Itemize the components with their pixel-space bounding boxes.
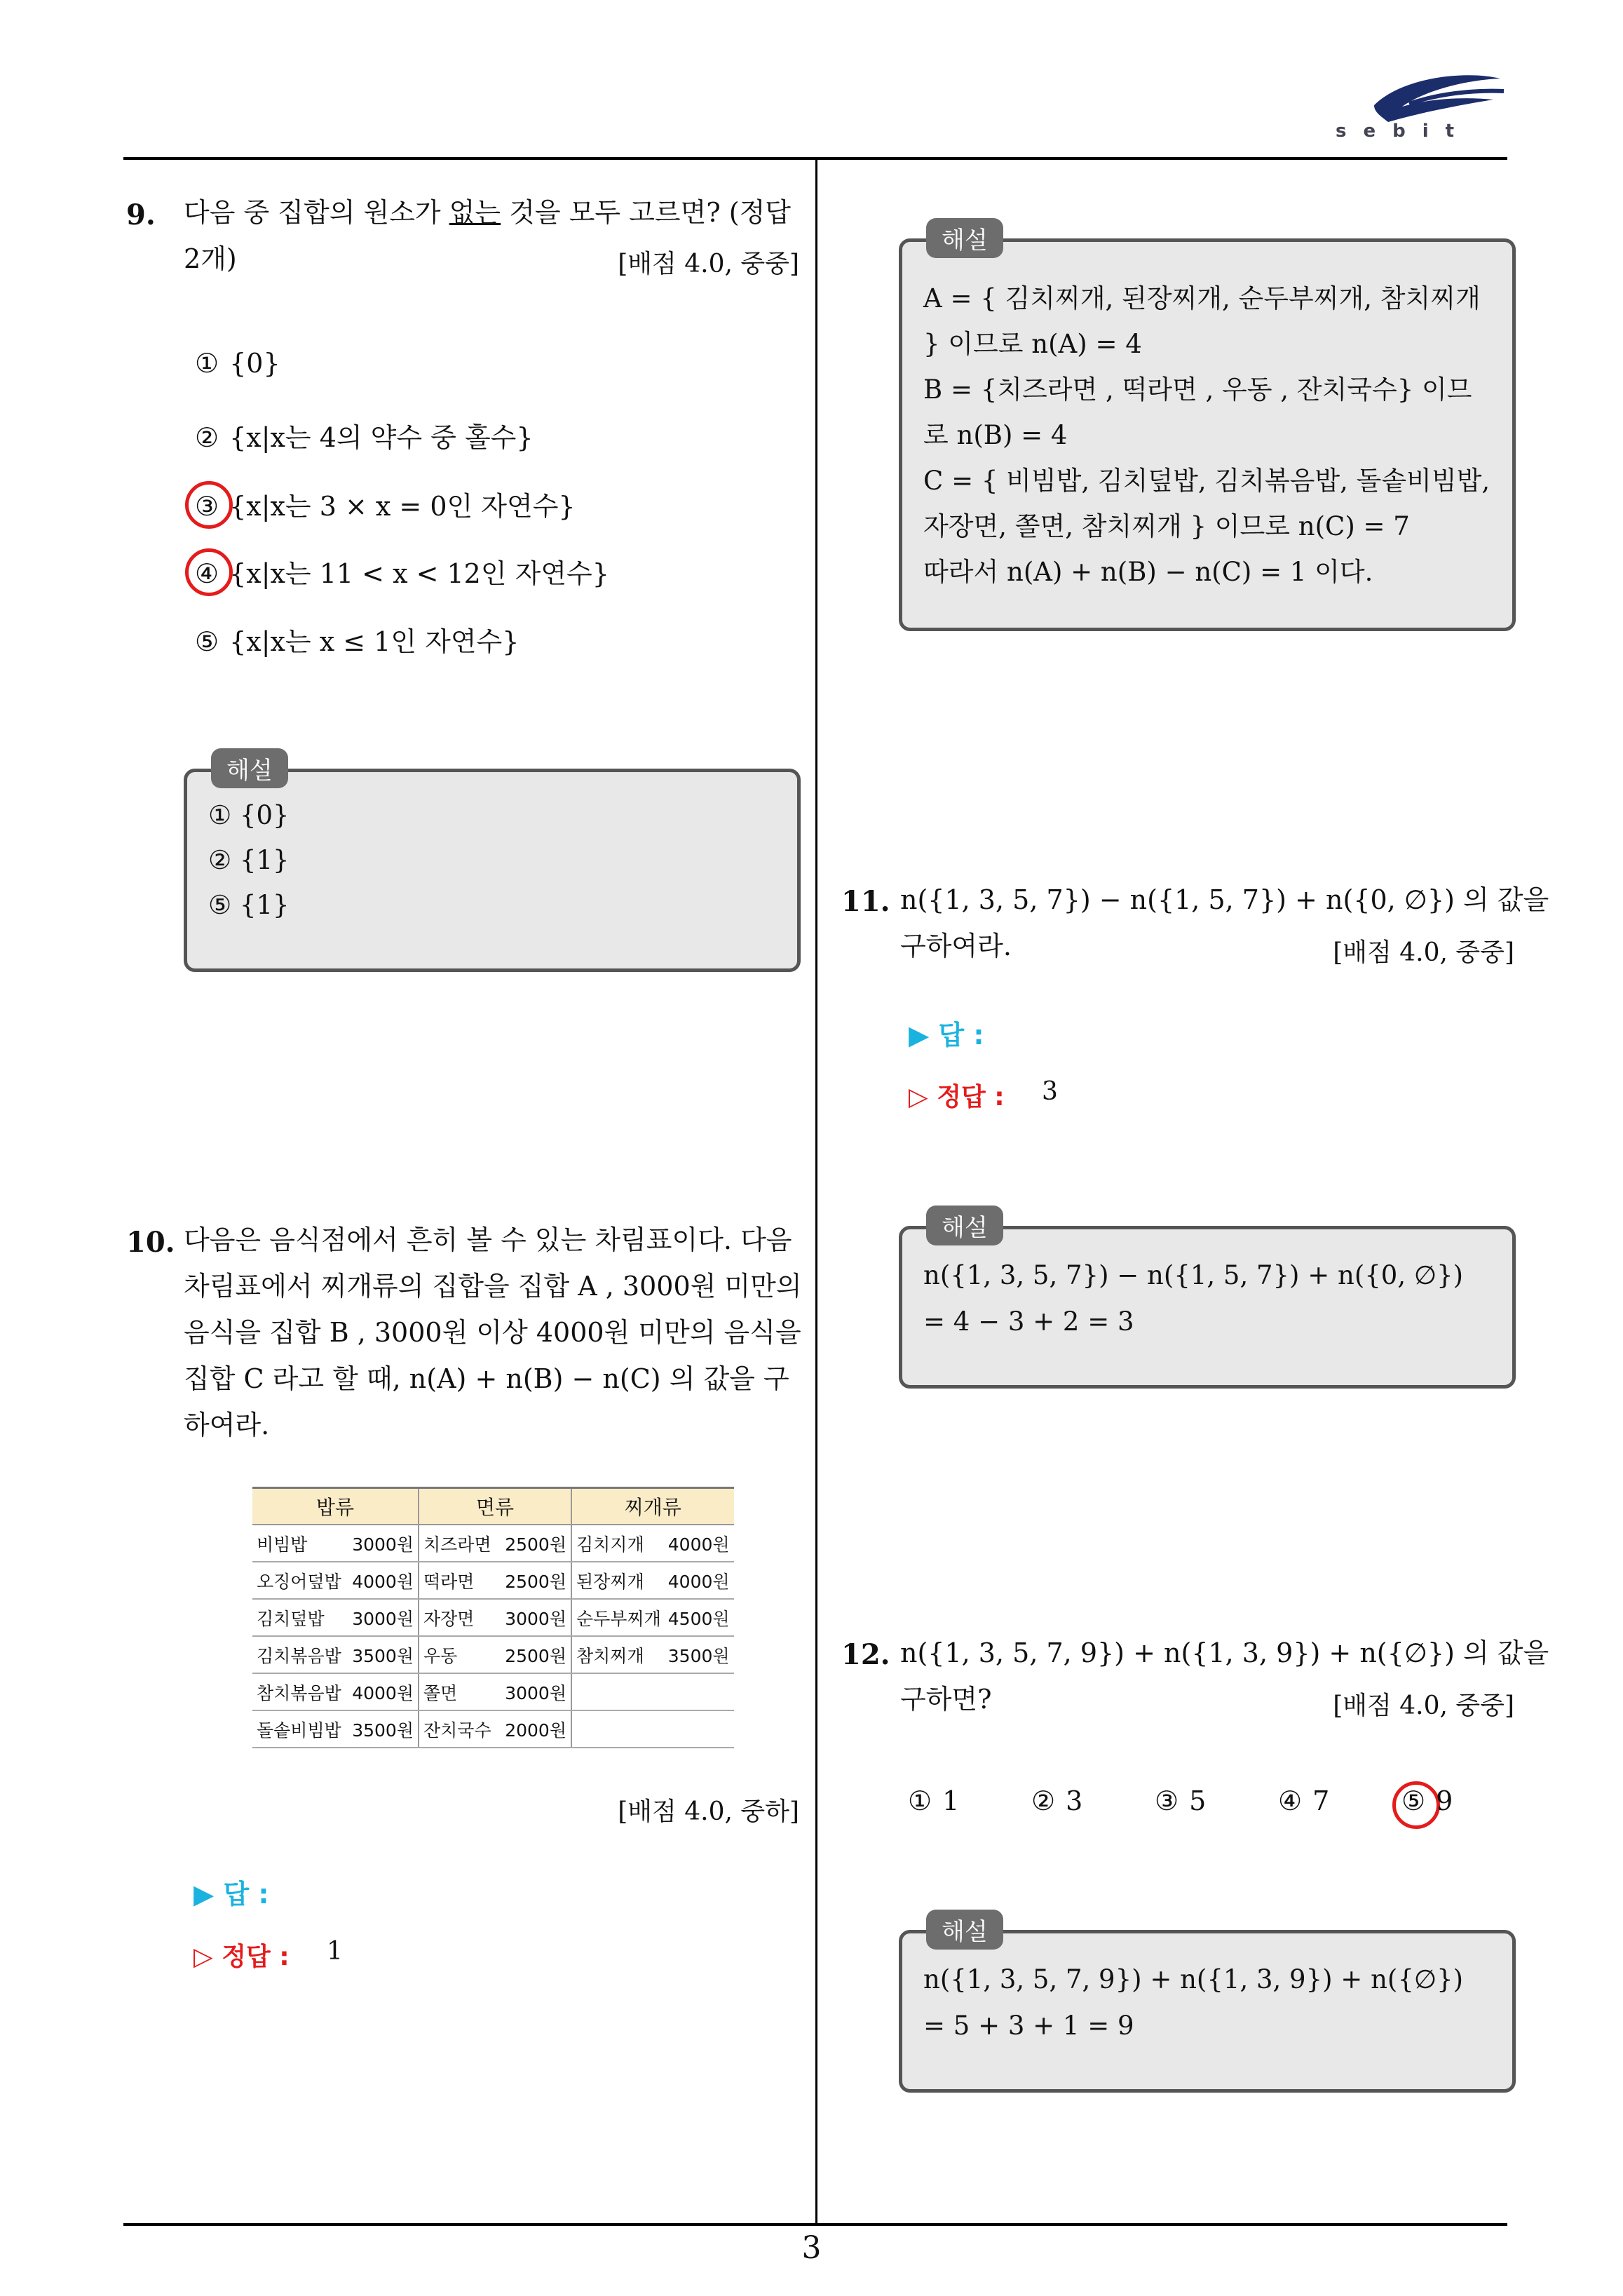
q9-choice-1[interactable]	[193, 348, 280, 379]
explain-line: A = { 김치찌개, 된장찌개, 순두부찌개, 참치찌개	[923, 283, 1481, 313]
q10-line-2: 차림표에서 찌개류의 집합을 집합 A , 3000원 미만의	[184, 1271, 802, 1302]
item-price: 3000원	[352, 1534, 414, 1555]
q9-explanation-box	[184, 757, 801, 972]
menu-cell	[419, 1710, 571, 1748]
q12-choice-3[interactable]	[1153, 1785, 1206, 1816]
menu-cell	[419, 1673, 571, 1710]
item-price: 2500원	[505, 1645, 566, 1666]
item-price: 2500원	[505, 1571, 566, 1592]
explain-line: n({1, 3, 5, 7, 9}) + n({1, 3, 9}) + n({∅})	[923, 1964, 1464, 1994]
choice-num: ③	[1154, 1785, 1179, 1816]
item-name: 순두부찌개	[576, 1608, 661, 1629]
explain-line: B = {치즈라면 , 떡라면 , 우동 , 잔치국수} 이므	[923, 374, 1472, 405]
choice-num: ⑤	[194, 626, 219, 657]
q12-explanation-box	[899, 1918, 1516, 2093]
menu-cell	[419, 1562, 571, 1599]
q10-explanation-box	[899, 227, 1516, 631]
explain-line: 자장면, 쫄면, 참치찌개 } 이므로 n(C) = 7	[923, 511, 1410, 541]
menu-header: 면류	[419, 1488, 571, 1525]
item-name: 김치덮밥	[257, 1608, 325, 1629]
q9-choice-2[interactable]	[193, 416, 534, 454]
item-name: 돌솥비빔밥	[257, 1720, 341, 1741]
choice-text: 3	[1066, 1785, 1083, 1816]
item-price: 4000원	[667, 1534, 730, 1555]
q9-choice-3[interactable]	[193, 485, 576, 523]
menu-cell	[419, 1525, 571, 1562]
q12-line-2: 구하면?	[900, 1684, 992, 1715]
explain-tab: 해설	[926, 1206, 1003, 1245]
q9-text	[184, 189, 801, 236]
menu-cell	[252, 1673, 419, 1710]
item-price: 4500원	[667, 1608, 730, 1629]
choice-text: {x|x는 3 × x = 0인 자연수}	[229, 491, 576, 522]
item-price: 4000원	[352, 1682, 414, 1703]
menu-cell	[571, 1710, 734, 1748]
q9-text-line2: 2개)	[184, 243, 237, 274]
q9-number: 9.	[126, 198, 156, 231]
menu-cell	[571, 1525, 734, 1562]
item-price: 2500원	[505, 1534, 566, 1555]
menu-cell	[571, 1599, 734, 1636]
choice-text: 9	[1436, 1785, 1453, 1816]
choice-text: 5	[1189, 1785, 1207, 1816]
page-number: 3	[801, 2230, 822, 2266]
explain-line: ⑤ {1}	[208, 890, 290, 920]
explain-line: n({1, 3, 5, 7}) − n({1, 5, 7}) + n({0, ∅})	[923, 1260, 1464, 1290]
explain-line: 따라서 n(A) + n(B) − n(C) = 1 이다.	[923, 557, 1373, 587]
table-row	[252, 1710, 734, 1748]
q11-explanation-box	[899, 1214, 1516, 1389]
explain-tab: 해설	[926, 218, 1003, 258]
q11-answer-label: ▶ 답 :	[909, 1020, 984, 1051]
choice-num: ③	[194, 491, 219, 522]
choice-num: ④	[1277, 1785, 1303, 1816]
table-row	[252, 1636, 734, 1673]
q11-meta: [배점 4.0, 중중]	[1333, 938, 1514, 967]
item-name: 치즈라면	[423, 1534, 491, 1555]
item-name: 우동	[423, 1645, 458, 1666]
item-price: 2000원	[505, 1720, 566, 1741]
item-name: 김치지개	[576, 1534, 644, 1555]
explain-tab: 해설	[211, 748, 288, 788]
q10-meta: [배점 4.0, 중하]	[618, 1797, 799, 1826]
table-row	[252, 1673, 734, 1710]
q10-line-5: 하여라.	[184, 1410, 270, 1440]
q9-text-a: 다음 중 집합의 원소가	[184, 197, 449, 228]
menu-cell	[571, 1636, 734, 1673]
q9-choice-4[interactable]	[193, 552, 609, 590]
column-divider	[815, 157, 817, 2226]
explain-tab: 해설	[926, 1910, 1003, 1950]
q11-key-label: ▷ 정답 :	[909, 1083, 1005, 1112]
item-price: 4000원	[352, 1571, 414, 1592]
item-price: 3000원	[505, 1608, 566, 1629]
table-row	[252, 1599, 734, 1636]
item-name: 참치볶음밥	[257, 1682, 341, 1703]
brand-wordmark: sebit	[1336, 121, 1472, 142]
q11-number: 11.	[841, 885, 890, 918]
choice-text: {x|x는 x ≤ 1인 자연수}	[229, 626, 520, 657]
item-price: 3500원	[352, 1720, 414, 1741]
menu-cell	[252, 1710, 419, 1748]
item-price: 4000원	[667, 1571, 730, 1592]
q12-meta: [배점 4.0, 중중]	[1333, 1691, 1514, 1720]
item-name: 떡라면	[423, 1571, 475, 1592]
menu-cell	[252, 1525, 419, 1562]
item-name: 참치찌개	[576, 1645, 644, 1666]
q10-key-value: 1	[327, 1937, 343, 1966]
choice-text: 1	[942, 1785, 960, 1816]
menu-cell	[252, 1562, 419, 1599]
q9-meta: [배점 4.0, 중중]	[618, 250, 799, 278]
item-name: 된장찌개	[576, 1571, 644, 1592]
table-row	[252, 1562, 734, 1599]
q10-answer-label: ▶ 답 :	[193, 1879, 269, 1910]
q11-line-1: n({1, 3, 5, 7}) − n({1, 5, 7}) + n({0, ∅}) 의 값을	[900, 884, 1549, 915]
choice-text: {0}	[229, 348, 280, 379]
menu-header: 찌개류	[571, 1488, 734, 1525]
explain-line: = 4 − 3 + 2 = 3	[923, 1306, 1134, 1337]
menu-header-row	[252, 1488, 734, 1525]
menu-cell	[252, 1636, 419, 1673]
item-name: 비빔밥	[257, 1534, 308, 1555]
q10-key-label: ▷ 정답 :	[193, 1943, 290, 1971]
choice-num: ②	[194, 422, 219, 453]
choice-num: ⑤	[1401, 1785, 1426, 1816]
q12-number: 12.	[841, 1638, 890, 1671]
q10-line-1: 다음은 음식점에서 흔히 볼 수 있는 차림표이다. 다음	[184, 1224, 792, 1255]
explain-line: ② {1}	[208, 845, 290, 875]
choice-num: ②	[1031, 1785, 1056, 1816]
choice-num: ①	[194, 348, 219, 379]
q12-choice-1[interactable]	[906, 1785, 959, 1816]
item-name: 김치볶음밥	[257, 1645, 341, 1666]
q11-line-2: 구하여라.	[900, 931, 1012, 961]
menu-cell	[571, 1673, 734, 1710]
menu-cell	[419, 1599, 571, 1636]
q11-key-value: 3	[1042, 1077, 1058, 1106]
item-price: 3000원	[505, 1682, 566, 1703]
choice-text: {x|x는 4의 약수 중 홀수}	[229, 422, 534, 453]
explain-line: C = { 비빔밥, 김치덮밥, 김치볶음밥, 돌솥비빔밥,	[923, 466, 1490, 496]
item-price: 3500원	[352, 1645, 414, 1666]
menu-cell	[252, 1599, 419, 1636]
footer-rule	[123, 2223, 1507, 2226]
item-name: 잔치국수	[423, 1720, 491, 1741]
item-name: 쫄면	[423, 1682, 458, 1703]
explain-line: 로 n(B) = 4	[923, 420, 1068, 450]
q9-text-underline: 없는	[449, 197, 501, 228]
q12-line-1: n({1, 3, 5, 7, 9}) + n({1, 3, 9}) + n({∅}) 의 값을	[900, 1637, 1549, 1668]
choice-text: {x|x는 11 < x < 12인 자연수}	[229, 558, 609, 589]
q12-choice-4[interactable]	[1276, 1785, 1329, 1816]
q12-choice-5[interactable]	[1399, 1785, 1453, 1816]
choice-num: ④	[194, 558, 219, 589]
item-price: 3500원	[667, 1645, 730, 1666]
table-row	[252, 1525, 734, 1562]
explain-line: = 5 + 3 + 1 = 9	[923, 2011, 1134, 2041]
q9-text-b: 것을 모두 고르면? (정답	[501, 197, 792, 228]
explain-line: ① {0}	[208, 800, 290, 830]
q10-number: 10.	[126, 1226, 175, 1259]
item-price: 3000원	[352, 1608, 414, 1629]
item-name: 오징어덮밥	[257, 1571, 341, 1592]
q9-choice-5[interactable]	[193, 620, 519, 659]
q12-choice-2[interactable]	[1029, 1785, 1082, 1816]
q10-line-4: 집합 C 라고 할 때, n(A) + n(B) − n(C) 의 값을 구	[184, 1363, 789, 1394]
choice-text: 7	[1312, 1785, 1330, 1816]
explain-line: } 이므로 n(A) = 4	[923, 329, 1142, 359]
item-name: 자장면	[423, 1608, 475, 1629]
menu-header: 밥류	[252, 1488, 419, 1525]
choice-num: ①	[907, 1785, 932, 1816]
menu-cell	[571, 1562, 734, 1599]
q10-line-3: 음식을 집합 B , 3000원 이상 4000원 미만의 음식을	[184, 1317, 801, 1348]
menu-cell	[419, 1636, 571, 1673]
menu-table	[252, 1487, 734, 1748]
